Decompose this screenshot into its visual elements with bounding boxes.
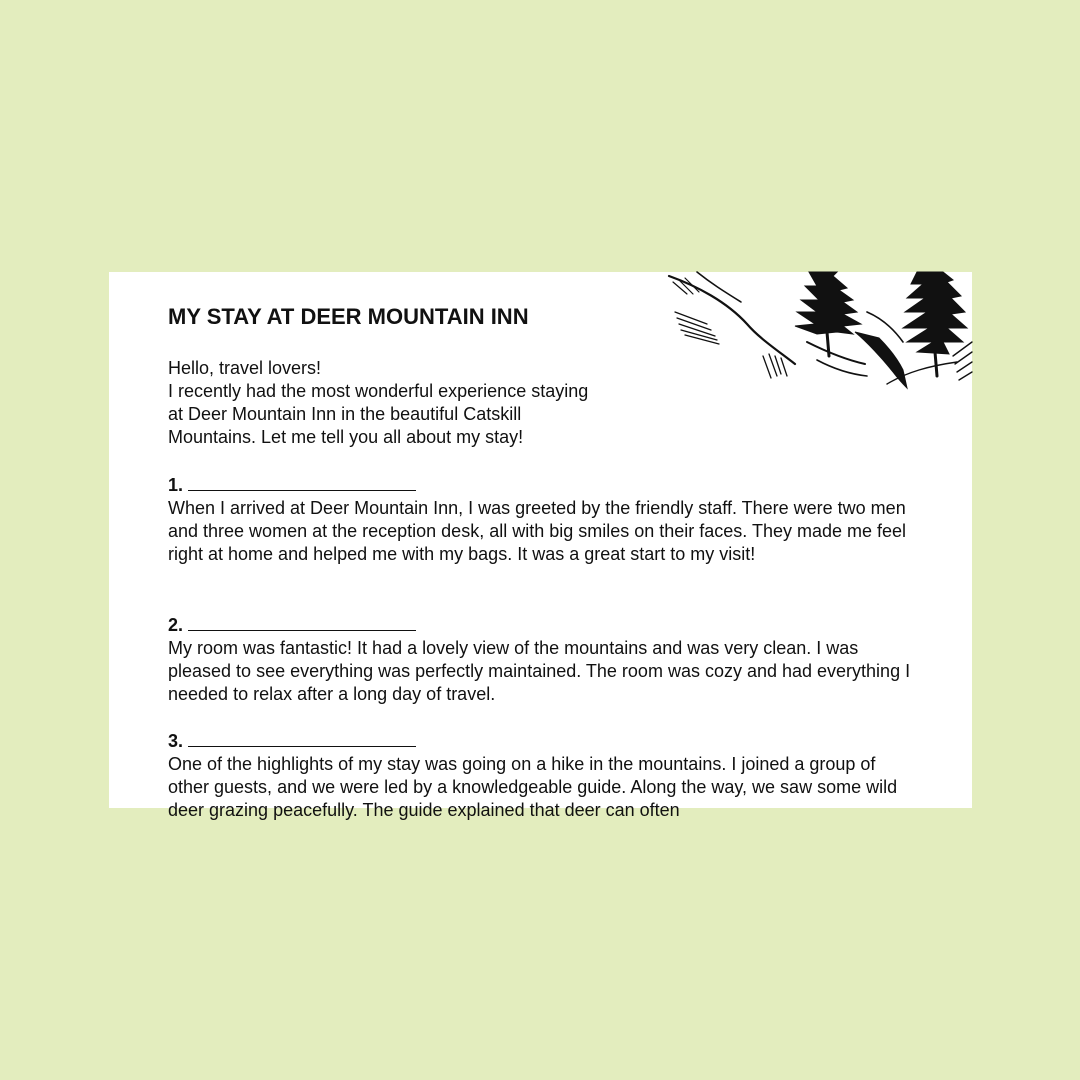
section-3 — [168, 729, 913, 822]
worksheet-page — [109, 272, 972, 820]
section-body: One of the highlights of my stay was going on a hike in the mountains. I joined a group of other guests, and we were led by a knowledgeable guide. Along the way, we saw some wild deer grazing peacefully. The guide explained that deer can often — [168, 754, 898, 820]
page-title: MY STAY AT DEER MOUNTAIN INN — [168, 304, 529, 329]
section-body: My room was fantastic! It had a lovely view of the mountains and was very clean. I was pleased to see everything was perfectly maintained. The room was cozy and had everything I needed to relax after a long day of travel. — [168, 638, 911, 704]
section-1 — [168, 473, 913, 566]
heading-blank-line[interactable] — [188, 729, 416, 747]
intro-line: I recently had the most wonderful experience staying — [168, 381, 589, 401]
section-heading — [168, 613, 913, 637]
mountain-pine-trees-icon — [667, 272, 972, 390]
section-heading — [168, 729, 913, 753]
section-number: 3. — [168, 731, 184, 751]
heading-blank-line[interactable] — [188, 473, 416, 491]
section-body: When I arrived at Deer Mountain Inn, I was greeted by the friendly staff. There were two men and three women at the reception desk, all with big smiles on their faces. They made me feel right at home and helped me with my bags. It was a great start to my visit! — [168, 498, 907, 564]
section-heading — [168, 473, 913, 497]
intro-line: Mountains. Let me tell you all about my stay! — [168, 427, 524, 447]
section-number: 1. — [168, 475, 184, 495]
heading-blank-line[interactable] — [188, 613, 416, 631]
intro-line: Hello, travel lovers! — [168, 358, 322, 378]
intro-line: at Deer Mountain Inn in the beautiful Catskill — [168, 404, 522, 424]
section-number: 2. — [168, 615, 184, 635]
intro-paragraph — [168, 357, 658, 449]
section-2 — [168, 613, 913, 706]
